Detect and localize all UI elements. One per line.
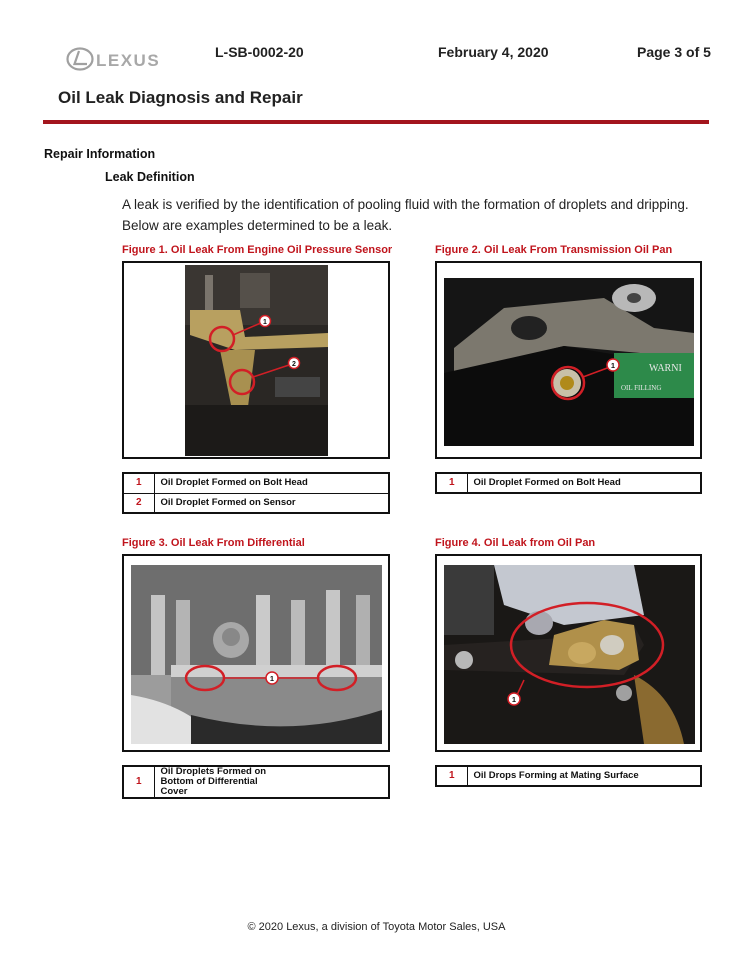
legend-number: 1 [436, 766, 467, 786]
figure-1-frame [122, 261, 390, 459]
figure-2-legend [435, 472, 702, 494]
figure-3-caption: Figure 3. Oil Leak From Differential [122, 537, 305, 549]
legend-text: Oil Droplet Formed on Sensor [154, 493, 389, 513]
figure-2-caption: Figure 2. Oil Leak From Transmission Oil Pan [435, 244, 673, 256]
legend-number: 2 [123, 493, 154, 513]
svg-text:1: 1 [610, 361, 616, 370]
legend-row [123, 493, 389, 513]
figure-1-caption: Figure 1. Oil Leak From Engine Oil Pressure Sensor [122, 244, 393, 256]
legend-row [436, 766, 701, 786]
figure-4-legend [435, 765, 702, 787]
figure-3-photo [131, 565, 382, 744]
document-id: L-SB-0002-20 [215, 44, 304, 60]
figure-4-caption: Figure 4. Oil Leak from Oil Pan [435, 537, 596, 549]
figure-4-frame [435, 554, 702, 752]
legend-text: Oil Droplet Formed on Bolt Head [154, 473, 389, 493]
figure-4-photo [444, 565, 695, 744]
legend-text: Oil Drops Forming at Mating Surface [467, 766, 701, 786]
legend-row [123, 766, 389, 798]
svg-text:1: 1 [269, 674, 275, 683]
svg-text:LEXUS: LEXUS [96, 51, 161, 70]
svg-text:WARNI: WARNI [649, 363, 682, 374]
section-heading: Repair Information [44, 147, 156, 161]
footer-copyright: © 2020 Lexus, a division of Toyota Motor Sales, USA [247, 921, 506, 933]
legend-number: 1 [436, 473, 467, 493]
subsection-heading: Leak Definition [105, 170, 195, 184]
leak-definition-paragraph: A leak is verified by the identification of pooling fluid with the formation of droplets and dripping. Below are examples determined to be a leak. [122, 197, 689, 233]
legend-number: 1 [123, 766, 154, 798]
svg-text:1: 1 [263, 319, 267, 326]
svg-text:OIL FILLING: OIL FILLING [621, 384, 662, 392]
legend-row [436, 473, 701, 493]
legend-text: Oil Droplet Formed on Bolt Head [467, 473, 701, 493]
legend-row [123, 473, 389, 493]
legend-number: 1 [123, 473, 154, 493]
svg-text:1: 1 [511, 695, 517, 704]
svg-text:2: 2 [292, 361, 296, 368]
page-title: Oil Leak Diagnosis and Repair [58, 88, 303, 107]
lexus-logo [66, 46, 186, 72]
figure-3-frame [122, 554, 390, 752]
page-number: Page 3 of 5 [637, 44, 711, 60]
figure-3-legend [122, 765, 390, 799]
figure-1-legend [122, 472, 390, 514]
figure-1-photo [185, 265, 328, 456]
figure-2-frame [435, 261, 702, 459]
figure-2-photo [444, 278, 694, 446]
document-date: February 4, 2020 [438, 44, 549, 60]
legend-text: Oil Droplets Formed on Bottom of Differential Cover [154, 766, 389, 798]
header-divider [43, 120, 709, 124]
